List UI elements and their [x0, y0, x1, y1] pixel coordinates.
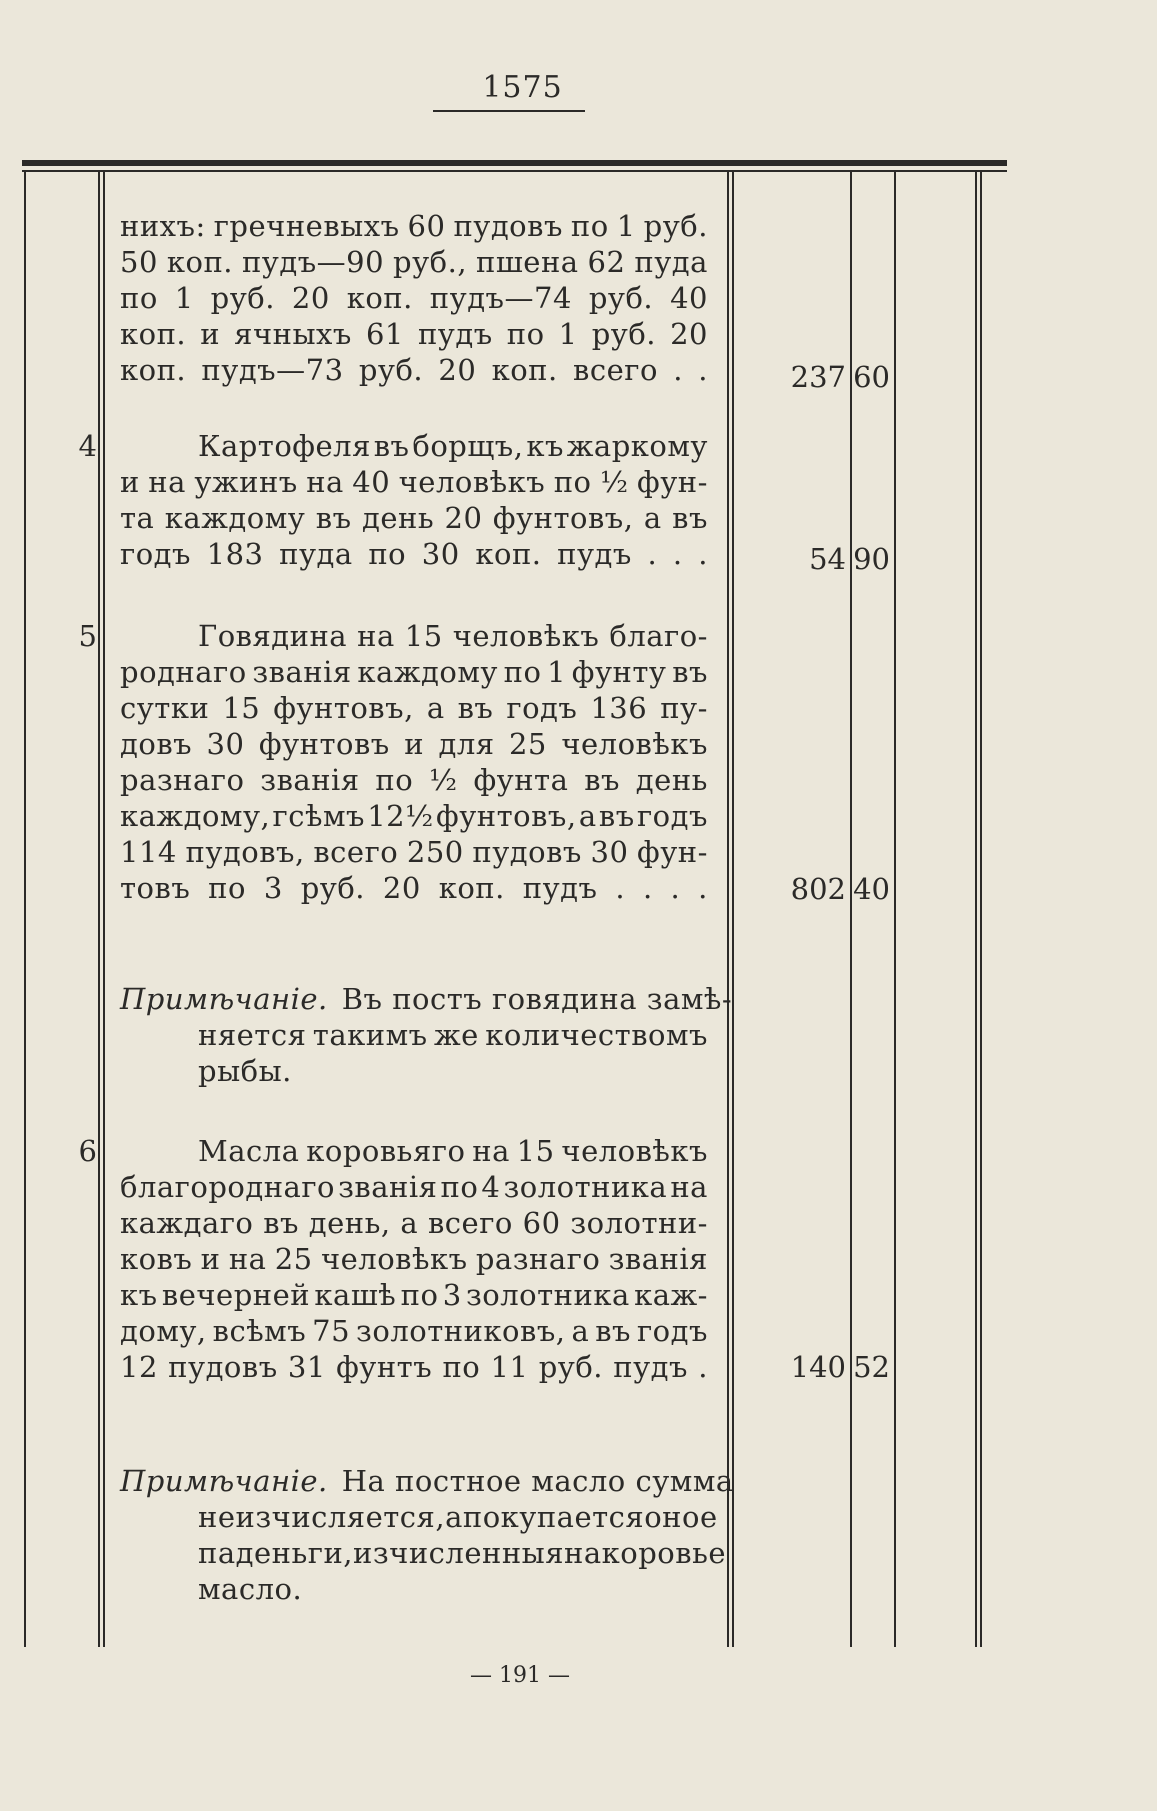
- word: жаркому: [566, 429, 708, 463]
- word: человѣкъ: [452, 619, 600, 653]
- word: званія: [260, 763, 360, 797]
- word: 11: [490, 1350, 529, 1384]
- word: а: [578, 799, 597, 833]
- text-line: [120, 1535, 727, 1571]
- word: 3: [263, 871, 283, 905]
- word: въ: [373, 429, 410, 463]
- text-line: [120, 208, 708, 244]
- word: 1: [558, 317, 578, 351]
- text-line: [120, 618, 708, 654]
- word: руб.: [643, 209, 708, 243]
- word: въ: [315, 501, 352, 535]
- note-first-line: На постное масло сумма: [341, 1464, 734, 1498]
- word: пудовъ: [453, 209, 563, 243]
- word: 250: [406, 835, 464, 869]
- text-line: [120, 1277, 708, 1313]
- word: по: [368, 537, 407, 571]
- word: по: [442, 1350, 481, 1384]
- word: пудъ: [417, 317, 493, 351]
- text-line: [120, 1313, 708, 1349]
- word: .: [698, 871, 708, 905]
- word: разнаго: [120, 763, 245, 797]
- word: ½: [599, 465, 629, 499]
- word: 20: [291, 281, 330, 315]
- word: и: [200, 317, 221, 351]
- word: .: [673, 353, 683, 387]
- amount-rubles: 802: [790, 872, 846, 906]
- word: въ: [598, 799, 635, 833]
- word: пудъ: [557, 537, 632, 571]
- word: на: [306, 465, 344, 499]
- text-line: [120, 428, 708, 464]
- word: званія: [252, 655, 352, 689]
- word: по: [375, 763, 414, 797]
- text-line: [120, 316, 708, 352]
- word: а: [445, 1500, 463, 1534]
- word: 15: [404, 619, 443, 653]
- word: день,: [308, 1206, 391, 1240]
- text-line: [120, 798, 708, 834]
- word: коровье: [601, 1536, 727, 1570]
- word: фунта: [473, 763, 569, 797]
- word: коп.: [120, 317, 187, 351]
- text-line: рыбы.: [198, 1054, 292, 1088]
- word: коп.: [120, 353, 187, 387]
- word: золотника: [503, 1170, 668, 1204]
- word: въ: [263, 1206, 299, 1240]
- page-number: 1575: [482, 70, 563, 105]
- word: пудъ—74: [429, 281, 572, 315]
- word: 40: [352, 465, 391, 499]
- text-line: масло.: [198, 1572, 303, 1606]
- word: для: [438, 727, 495, 761]
- word: 61: [365, 317, 404, 351]
- word: къ: [526, 429, 564, 463]
- word: 60: [407, 209, 446, 243]
- word: пудовъ: [472, 835, 582, 869]
- word: пудъ: [522, 871, 598, 905]
- word: человѣкъ: [561, 727, 708, 761]
- word: по: [553, 465, 592, 499]
- page-number-rule: [433, 110, 585, 112]
- word: 75: [312, 1314, 351, 1348]
- entry-text: [120, 618, 708, 906]
- word: количествомъ: [485, 1018, 708, 1052]
- text-line: [120, 1133, 708, 1169]
- word: руб.: [358, 353, 424, 387]
- word: руб.: [588, 281, 654, 315]
- word: .: [698, 537, 708, 571]
- amount-rubles: 237: [790, 360, 846, 394]
- word: день: [635, 763, 708, 797]
- word: пудъ: [613, 1350, 688, 1384]
- word: фунтовъ,: [492, 501, 634, 535]
- word: годъ: [506, 691, 578, 725]
- word: руб.,: [393, 245, 468, 279]
- amount-kopecks: 40: [853, 872, 890, 906]
- word: кашѣ: [314, 1278, 397, 1312]
- text-line: [120, 870, 708, 906]
- word: 4: [481, 1170, 501, 1204]
- word: благороднаго: [120, 1170, 335, 1204]
- word: довъ: [120, 727, 193, 761]
- word: пшена: [476, 245, 579, 279]
- note-label: Примѣчаніе.: [120, 1464, 328, 1498]
- word: ячныхъ: [234, 317, 352, 351]
- word: руб.: [300, 871, 366, 905]
- text-line: [120, 1463, 734, 1499]
- word: и: [404, 727, 425, 761]
- word: 114: [120, 835, 177, 869]
- text-line: [120, 1349, 708, 1385]
- word: .: [615, 871, 626, 905]
- word: на: [148, 465, 186, 499]
- word: по: [400, 1278, 439, 1312]
- word: .: [647, 537, 658, 571]
- word: 62: [587, 245, 626, 279]
- word: руб.: [210, 281, 275, 315]
- table-top-rule-thin: [22, 170, 1007, 172]
- amount-rubles: 140: [790, 1350, 846, 1384]
- word: день: [361, 501, 435, 535]
- entry-number: 5: [78, 619, 97, 653]
- word: пу-: [660, 691, 708, 725]
- entry-number: 6: [78, 1134, 97, 1168]
- word: 3: [442, 1278, 462, 1312]
- word: въ: [595, 1314, 632, 1348]
- word: Масла: [198, 1134, 300, 1168]
- word: золотни-: [570, 1206, 708, 1240]
- word: такимъ: [312, 1018, 428, 1052]
- note-text: [120, 1463, 734, 1607]
- word: разнаго: [475, 1242, 601, 1276]
- text-line: [120, 280, 708, 316]
- word: 25: [508, 727, 547, 761]
- word: .: [670, 871, 681, 905]
- word: каж-: [634, 1278, 708, 1312]
- word: благо-: [609, 619, 708, 653]
- word: изчисляется,: [235, 1500, 446, 1534]
- word: 30: [421, 537, 460, 571]
- text-line: [120, 654, 708, 690]
- word: 12½: [367, 799, 434, 833]
- text-line: [120, 834, 708, 870]
- column-line: [24, 172, 26, 1647]
- word: 1: [616, 209, 636, 243]
- word: коп.: [491, 353, 558, 387]
- word: пуда: [634, 245, 708, 279]
- word: на: [564, 1536, 602, 1570]
- word: коп.: [166, 245, 233, 279]
- word: фун-: [637, 835, 708, 869]
- word: 15: [222, 691, 261, 725]
- word: вечерней: [161, 1278, 311, 1312]
- word: па: [198, 1536, 236, 1570]
- word: ½: [429, 763, 458, 797]
- word: каждому: [357, 655, 498, 689]
- word: каждому: [164, 501, 306, 535]
- entry-text: [120, 1133, 708, 1385]
- amount-kopecks: 60: [853, 360, 890, 394]
- word: 31: [287, 1350, 326, 1384]
- text-line: [120, 726, 708, 762]
- word: коп.: [346, 281, 413, 315]
- word: на: [670, 1170, 708, 1204]
- note-label: Примѣчаніе.: [120, 982, 328, 1016]
- text-line: [120, 762, 708, 798]
- word: въ: [584, 763, 620, 797]
- word: 136: [590, 691, 648, 725]
- text-line: [120, 244, 708, 280]
- amount-kopecks: 52: [853, 1350, 890, 1384]
- word: 20: [438, 353, 477, 387]
- word: роднаго: [120, 655, 247, 689]
- word: 20: [444, 501, 483, 535]
- word: ковъ: [120, 1242, 193, 1276]
- word: .: [698, 353, 708, 387]
- word: въ: [672, 655, 708, 689]
- entry-text: [120, 208, 708, 388]
- word: а: [426, 691, 445, 725]
- word: званія: [608, 1242, 708, 1276]
- word: на: [357, 619, 395, 653]
- word: всего: [427, 1206, 513, 1240]
- word: 1: [174, 281, 194, 315]
- word: фунтовъ: [258, 727, 390, 761]
- word: человѣкъ: [561, 1134, 708, 1168]
- word: человѣкъ: [320, 1242, 468, 1276]
- word: 30: [590, 835, 629, 869]
- note-first-line: Въ постъ говядина замѣ-: [341, 982, 733, 1016]
- amount-rubles: 54: [809, 542, 846, 576]
- word: въ: [457, 691, 494, 725]
- word: всего: [573, 353, 658, 387]
- word: годъ: [636, 1314, 708, 1348]
- word: оное: [644, 1500, 718, 1534]
- word: .: [698, 1350, 708, 1384]
- footer-page-number: — 191 —: [470, 1663, 570, 1688]
- word: званія: [338, 1170, 438, 1204]
- word: 12: [120, 1350, 158, 1384]
- word: 25: [274, 1242, 313, 1276]
- word: не: [198, 1500, 236, 1534]
- word: по: [570, 209, 609, 243]
- column-line: [727, 172, 729, 1647]
- word: въ: [672, 501, 708, 535]
- word: по: [440, 1170, 479, 1204]
- word: коровьяго: [306, 1134, 466, 1168]
- word: коп.: [475, 537, 542, 571]
- word: сутки: [120, 691, 210, 725]
- word: гсѣмъ: [272, 799, 365, 833]
- word: фунтъ: [336, 1350, 433, 1384]
- word: а: [400, 1206, 419, 1240]
- column-line: [103, 172, 105, 1647]
- word: фунту: [571, 655, 667, 689]
- word: фунтовъ,: [273, 691, 414, 725]
- word: 20: [382, 871, 421, 905]
- word: Говядина: [198, 619, 348, 653]
- word: а: [643, 501, 662, 535]
- column-line: [980, 172, 982, 1647]
- word: всѣмъ: [212, 1314, 307, 1348]
- word: а: [571, 1314, 590, 1348]
- word: на: [228, 1242, 267, 1276]
- column-line: [975, 172, 977, 1647]
- word: пудовъ: [168, 1350, 278, 1384]
- word: и: [200, 1242, 221, 1276]
- word: руб.: [591, 317, 656, 351]
- word: няется: [198, 1018, 307, 1052]
- word: золотника: [465, 1278, 630, 1312]
- word: къ: [120, 1278, 158, 1312]
- word: ужинъ: [194, 465, 298, 499]
- entry-number: 4: [78, 429, 97, 463]
- word: руб.: [538, 1350, 603, 1384]
- word: годъ: [120, 537, 191, 571]
- text-line: [120, 352, 708, 388]
- word: покупается: [462, 1500, 645, 1534]
- word: 40: [670, 281, 708, 315]
- word: деньги,: [235, 1536, 354, 1570]
- word: борщъ,: [412, 429, 524, 463]
- column-line: [850, 172, 852, 1647]
- word: 30: [206, 727, 245, 761]
- text-line: [120, 464, 708, 500]
- word: .: [642, 871, 653, 905]
- word: товъ: [120, 871, 191, 905]
- word: Картофеля: [198, 429, 371, 463]
- text-line: [120, 690, 708, 726]
- word: фун-: [637, 465, 708, 499]
- word: 1: [547, 655, 567, 689]
- word: 15: [516, 1134, 555, 1168]
- word: пуда: [279, 537, 353, 571]
- word: по: [506, 317, 545, 351]
- word: каждому,: [120, 799, 271, 833]
- text-line: [120, 1205, 708, 1241]
- word: и: [120, 465, 140, 499]
- text-line: [120, 500, 708, 536]
- column-line: [98, 172, 100, 1647]
- word: пудъ—90: [241, 245, 385, 279]
- word: по: [120, 281, 158, 315]
- word: 50: [120, 245, 158, 279]
- table-top-rule: [22, 160, 1007, 166]
- word: по: [208, 871, 246, 905]
- word: фунтовъ,: [436, 799, 577, 833]
- word: 183: [206, 537, 264, 571]
- entry-text: [120, 428, 708, 572]
- word: каждаго: [120, 1206, 254, 1240]
- word: по: [503, 655, 542, 689]
- word: дому,: [120, 1314, 207, 1348]
- word: годъ: [636, 799, 708, 833]
- word: .: [672, 537, 683, 571]
- text-line: [120, 1499, 718, 1535]
- amount-kopecks: 90: [853, 542, 890, 576]
- word: 20: [670, 317, 708, 351]
- word: на: [472, 1134, 510, 1168]
- word: же: [433, 1018, 479, 1052]
- word: золотниковъ,: [356, 1314, 566, 1348]
- word: пудъ—73: [201, 353, 344, 387]
- word: коп.: [438, 871, 505, 905]
- word: нихъ:: [120, 209, 206, 243]
- column-line: [894, 172, 896, 1647]
- text-line: [120, 1169, 708, 1205]
- word: 60: [522, 1206, 561, 1240]
- word: гречневыхъ: [213, 209, 400, 243]
- text-line: [120, 1241, 708, 1277]
- word: изчисленныя: [353, 1536, 565, 1570]
- text-line: [120, 536, 708, 572]
- word: всего: [313, 835, 399, 869]
- text-line: [120, 981, 733, 1017]
- word: пудовъ,: [185, 835, 305, 869]
- note-text: [120, 981, 733, 1089]
- word: та: [120, 501, 155, 535]
- word: человѣкъ: [398, 465, 546, 499]
- text-line: [120, 1017, 708, 1053]
